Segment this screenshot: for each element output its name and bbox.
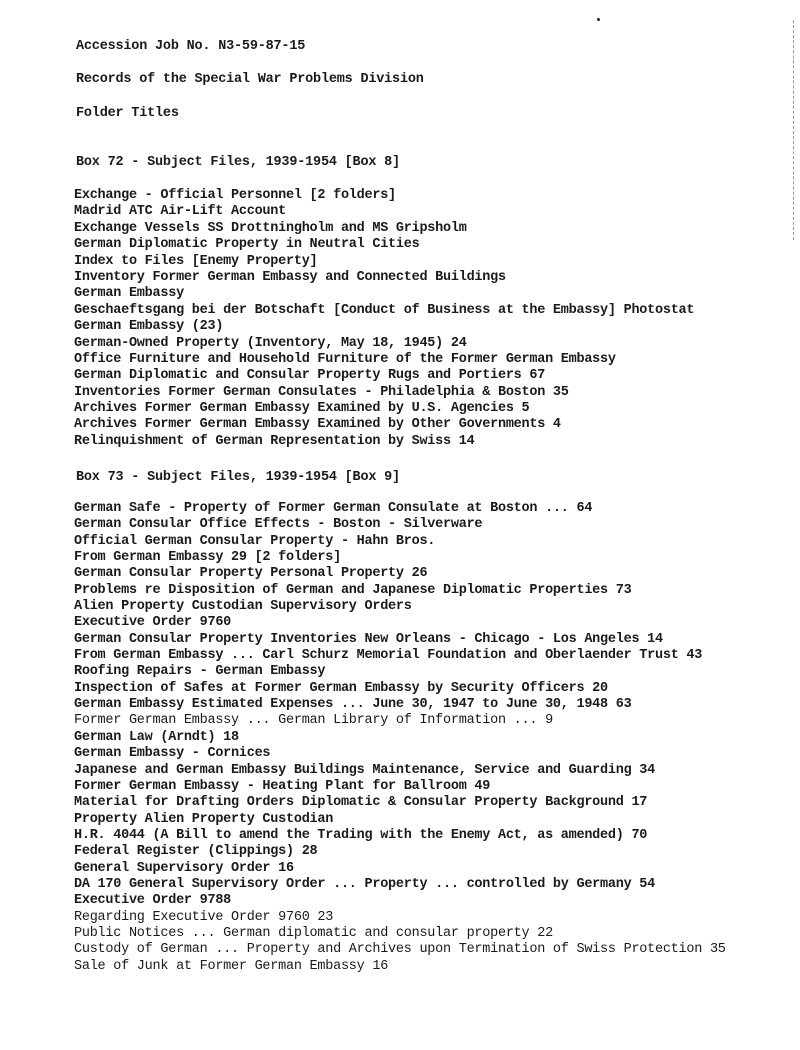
list-item: General Supervisory Order 16 [74,860,294,876]
accession-line: Accession Job No. N3-59-87-15 [76,39,306,54]
list-item: German-Owned Property (Inventory, May 18, 1945) 24 [74,335,467,351]
stray-mark [597,18,600,21]
list-item: Executive Order 9788 [74,893,232,909]
box73-list [74,501,726,975]
list-item: Former German Embassy ... German Library of Information ... 9 [74,713,553,729]
list-item: Public Notices ... German diplomatic and consular property 22 [74,925,553,941]
list-item: From German Embassy ... Carl Schurz Memorial Foundation and Oberlaender Trust 43 [74,648,703,664]
list-item: Federal Register (Clippings) 28 [74,844,318,860]
list-item: Property Alien Property Custodian [74,811,334,827]
list-item: Material for Drafting Orders Diplomatic & Consular Property Background 17 [74,795,648,811]
list-item: German Embassy - Cornices [74,746,271,762]
list-item: Index to Files [Enemy Property] [74,253,318,269]
list-item: Roofing Repairs - German Embassy [74,664,326,680]
list-item: Sale of Junk at Former German Embassy 16 [74,958,389,974]
list-item: German Embassy (23) [74,319,224,335]
box72-heading: Box 72 - Subject Files, 1939-1954 [Box 8] [76,155,400,170]
list-item: German Embassy Estimated Expenses ... June 30, 1947 to June 30, 1948 63 [74,697,632,713]
list-item: German Diplomatic and Consular Property Rugs and Portiers 67 [74,368,546,384]
list-item: Exchange - Official Personnel [2 folders] [74,188,396,203]
list-item: H.R. 4044 (A Bill to amend the Trading with the Enemy Act, as amended) 70 [74,827,648,843]
list-item: Inspection of Safes at Former German Embassy by Security Officers 20 [74,680,608,696]
list-item: From German Embassy 29 [2 folders] [74,550,341,566]
list-item: Office Furniture and Household Furniture of the Former German Embassy [74,351,616,367]
list-item: Japanese and German Embassy Buildings Maintenance, Service and Guarding 34 [74,762,655,778]
list-item: German Consular Office Effects - Boston - Silverware [74,517,483,533]
list-item: Inventory Former German Embassy and Connected Buildings [74,269,506,285]
list-item: Archives Former German Embassy Examined by U.S. Agencies 5 [74,401,530,417]
list-item: German Diplomatic Property in Neutral Cities [74,237,420,253]
list-item: Executive Order 9760 [74,615,232,631]
records-line: Records of the Special War Problems Division [76,72,424,87]
folder-titles-line: Folder Titles [76,106,179,121]
list-item: Former German Embassy - Heating Plant for Ballroom 49 [74,778,491,794]
list-item: Problems re Disposition of German and Japanese Diplomatic Properties 73 [74,582,632,598]
list-item: Official German Consular Property - Hahn Bros. [74,533,436,549]
box72-list [74,188,694,450]
page-edge-marks [790,20,794,240]
list-item: German Safe - Property of Former German Consulate at Boston ... 64 [74,501,593,516]
list-item: Alien Property Custodian Supervisory Orders [74,599,412,615]
box73-heading: Box 73 - Subject Files, 1939-1954 [Box 9] [76,470,400,485]
list-item: Geschaeftsgang bei der Botschaft [Conduct of Business at the Embassy] Photostat [74,302,695,318]
list-item: Custody of German ... Property and Archives upon Termination of Swiss Protection 35 [74,942,726,958]
list-item: Relinquishment of German Representation by Swiss 14 [74,433,475,449]
list-item: Madrid ATC Air-Lift Account [74,204,286,220]
list-item: Exchange Vessels SS Drottningholm and MS Gripsholm [74,220,467,236]
list-item: German Consular Property Personal Property 26 [74,566,428,582]
list-item: Inventories Former German Consulates - Philadelphia & Boston 35 [74,384,569,400]
list-item: Regarding Executive Order 9760 23 [74,909,334,925]
list-item: German Embassy [74,286,184,302]
list-item: DA 170 General Supervisory Order ... Property ... controlled by Germany 54 [74,876,655,892]
list-item: German Law (Arndt) 18 [74,729,239,745]
list-item: Archives Former German Embassy Examined by Other Governments 4 [74,417,561,433]
list-item: German Consular Property Inventories New Orleans - Chicago - Los Angeles 14 [74,631,663,647]
